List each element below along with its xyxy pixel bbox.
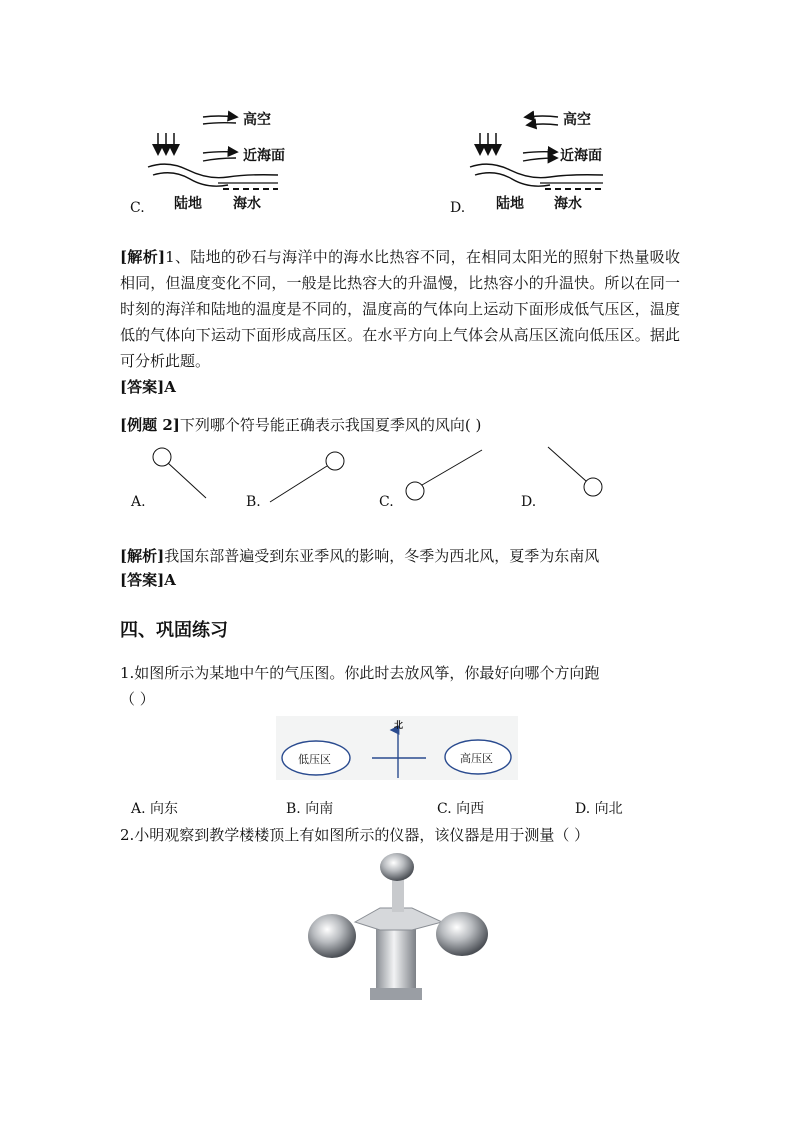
example-text: 下列哪个符号能正确表示我国夏季风的风向( ): [179, 416, 482, 434]
upper-wind-line: [203, 123, 236, 124]
low-pressure-label: 低压区: [298, 753, 331, 766]
question-1-text: 1.如图所示为某地中午的气压图。你此时去放风筝，你最好向哪个方向跑: [120, 664, 600, 682]
near-wind-arrow: [523, 152, 556, 153]
question-1: [120, 660, 680, 712]
example-tag: [例题 2]: [120, 416, 180, 434]
label-near-sea: 近海面: [560, 148, 602, 164]
option-c-label: C.: [130, 200, 145, 216]
answer-1: [答案]A: [120, 378, 176, 396]
label-land: 陆地: [496, 196, 524, 212]
upper-wind-arrow: [203, 116, 236, 117]
pressure-map: [276, 716, 518, 780]
q1-option-c: C. 向西: [437, 801, 485, 817]
near-wind-line: [203, 158, 236, 161]
anemometer-image: [300, 850, 500, 1000]
wind-option-c: C.: [379, 494, 394, 510]
upper-wind-arrow: [528, 124, 558, 125]
upper-wind-arrow: [526, 116, 558, 117]
north-label: 北: [394, 721, 404, 731]
q1-option-d: D. 向北: [575, 801, 623, 817]
q1-option-a: A. 向东: [131, 801, 179, 817]
q1-option-b: B. 向南: [286, 801, 334, 817]
analysis-tag: [解析]: [120, 248, 166, 266]
label-high-altitude: 高空: [563, 112, 591, 128]
analysis-text: 1、陆地的砂石与海洋中的海水比热容不同，在相同太阳光的照射下热量吸收相同，但温度变化不同，一般是比热容大的升温慢，比热容小的升温快。所以在同一时刻的海洋和陆地的温度是不同的，温度高的气体向上运动下面形成低气压区，温度低的气体向下运动下面形成高压区。在水平方向上气体会从高压区流向低压区。据此可分析此题。: [120, 248, 680, 370]
near-wind-arrow: [523, 158, 556, 161]
label-sea: 海水: [233, 196, 261, 212]
label-near-sea: 近海面: [243, 148, 285, 164]
near-wind-arrow: [203, 152, 236, 153]
section-title: 四、巩固练习: [120, 620, 228, 641]
diagram-c: [128, 105, 288, 220]
analysis-tag: [解析]: [120, 547, 165, 565]
analysis-2: [120, 543, 680, 569]
question-2: 2.小明观察到教学楼楼顶上有如图所示的仪器，该仪器是用于测量（ ）: [120, 826, 590, 844]
analysis-1: [120, 244, 680, 374]
question-1-paren: （ ）: [120, 690, 155, 708]
analysis-text: 我国东部普遍受到东亚季风的影响，冬季为西北风，夏季为东南风: [164, 547, 600, 565]
wind-option-a: A.: [131, 494, 146, 510]
example-2: [120, 412, 680, 438]
label-sea: 海水: [554, 196, 582, 212]
wind-option-b: B.: [246, 494, 261, 510]
answer-2: [答案]A: [120, 571, 176, 589]
option-d-label: D.: [450, 200, 466, 216]
wind-option-d: D.: [521, 494, 537, 510]
high-pressure-label: 高压区: [460, 752, 493, 765]
label-land: 陆地: [174, 196, 202, 212]
wind-symbol-c: [406, 450, 482, 500]
wind-symbols: [120, 440, 620, 520]
label-high-altitude: 高空: [243, 112, 271, 128]
wind-symbol-d: [548, 447, 602, 496]
wind-symbol-b: [270, 452, 344, 502]
diagram-d: [448, 105, 618, 220]
wind-symbol-a: [153, 448, 206, 498]
